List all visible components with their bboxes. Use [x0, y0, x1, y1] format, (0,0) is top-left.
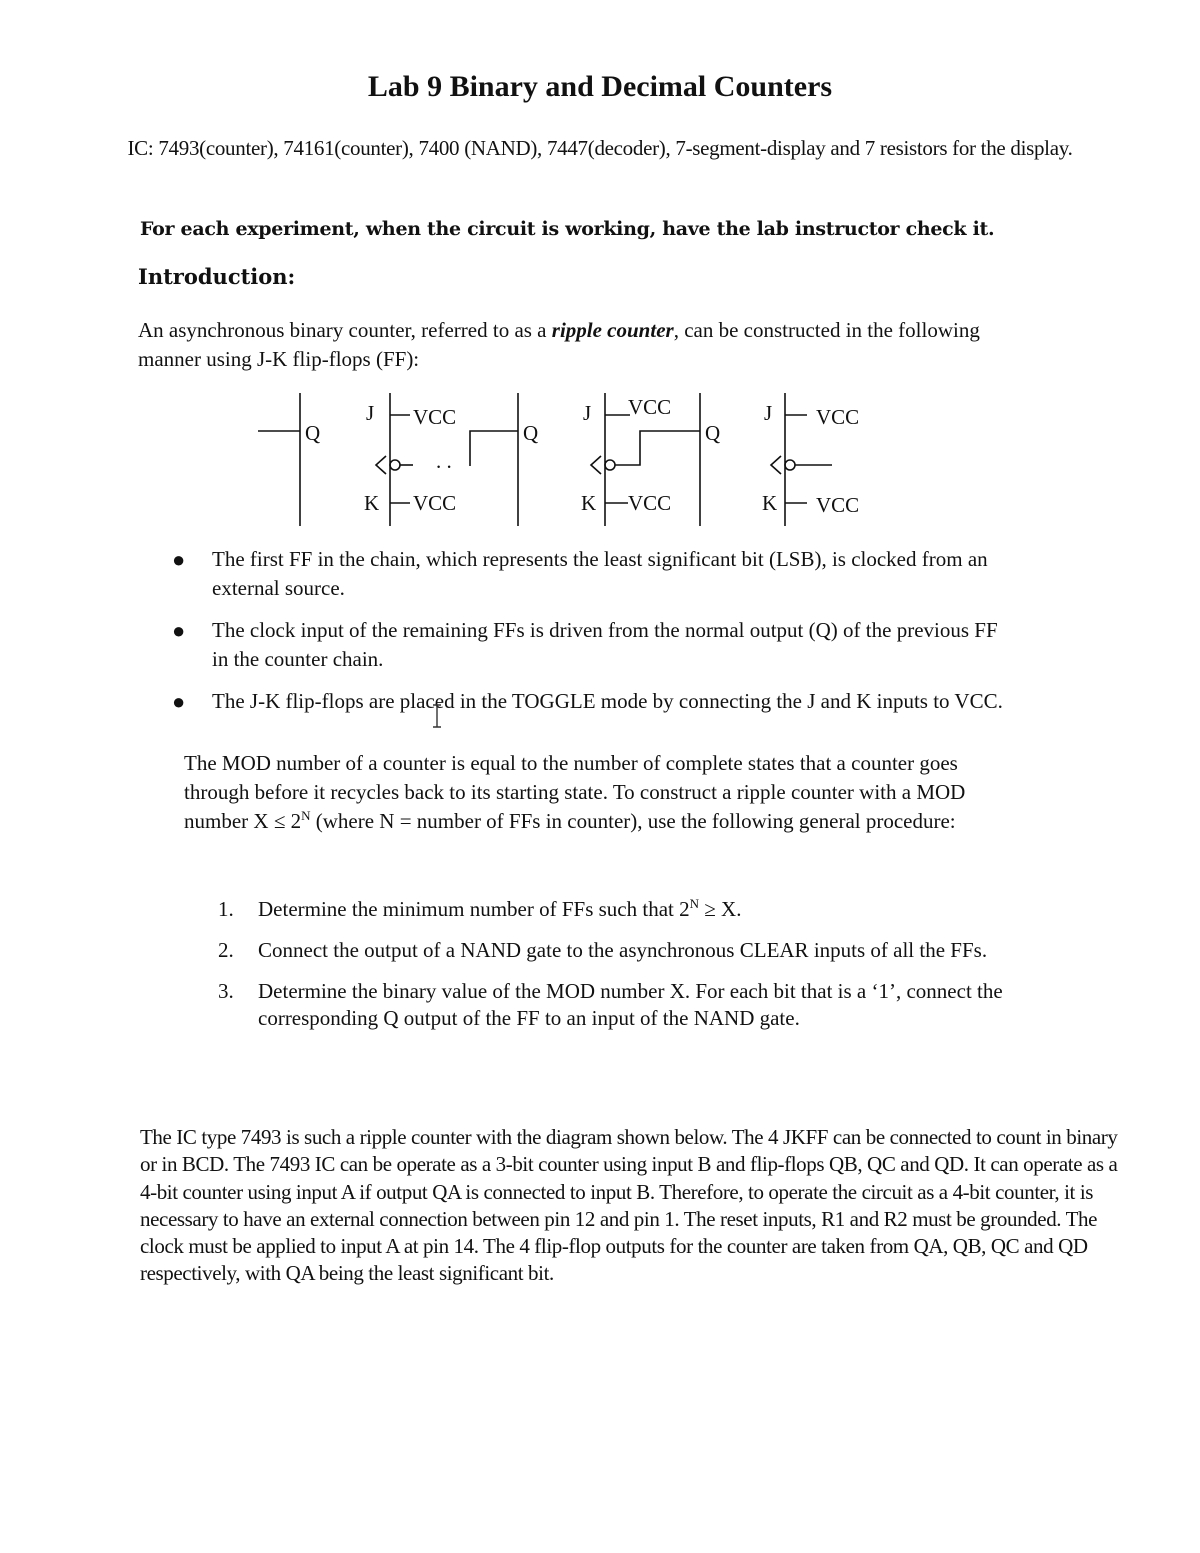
- ff1-j-vcc: VCC: [413, 405, 457, 429]
- bullet-list: [170, 545, 1010, 729]
- step-number: 1.: [218, 897, 234, 921]
- ff1-j-label: J: [366, 401, 375, 425]
- ic-7493-paragraph: The IC type 7493 is such a ripple counter with the diagram shown below. The 4 JKFF can be connected to count in binary or in BCD. The 7493 IC can be operate as a 3-bit counter using input B and flip-flops QB, QC and QD. It can operate as a 4-bit counter using input A if output QA is connected to input B. Therefore, to operate the circuit as a 4-bit counter, it is necessary to have an external connection between pin 12 and pin 1. The reset inputs, R1 and R2 must be grounded. The clock must be applied to input A at pin 14. The 4 flip-flop outputs for the counter are taken from QA, QB, QC and QD respectively, with QA being the least significant bit.: [140, 1125, 1118, 1286]
- ff3-k-vcc: VCC: [816, 493, 860, 517]
- bullet-dot-icon: ●: [172, 689, 186, 714]
- instruction-text: For each experiment, when the circuit is working, have the lab instructor check it.: [140, 218, 995, 240]
- bullet-text: The J-K flip-flops are placed in the TOGGLE mode by connecting the J and K inputs to VCC.: [212, 689, 1003, 713]
- ff2-j-vcc: VCC: [628, 395, 672, 419]
- ripple-counter-diagram: [250, 388, 900, 528]
- step-text: Connect the output of a NAND gate to the asynchronous CLEAR inputs of all the FFs.: [258, 938, 988, 962]
- ff1-k-vcc: VCC: [413, 491, 457, 515]
- ff2-q-label: Q: [523, 421, 539, 445]
- ff2-clock-arrow: [591, 456, 601, 474]
- ff1-dots: . .: [436, 449, 452, 473]
- page-title: Lab 9 Binary and Decimal Counters: [367, 70, 833, 103]
- step-superscript: N: [689, 896, 699, 911]
- step-text: Determine the minimum number of FFs such that 2: [258, 897, 690, 921]
- step-number: 3.: [218, 979, 234, 1003]
- step-text-after: ≥ X.: [699, 897, 742, 921]
- procedure-steps: [218, 896, 1008, 1046]
- ff1-to-ff2-wire: [470, 431, 518, 466]
- list-item: [218, 896, 1008, 923]
- list-item: [170, 545, 1010, 603]
- list-item: [170, 616, 1010, 674]
- ff2-clock-bubble: [605, 460, 615, 470]
- mod-number-paragraph: [184, 749, 1004, 836]
- intro-emphasis: ripple counter: [551, 318, 674, 342]
- text-cursor-icon: [431, 704, 443, 728]
- ff3-j-vcc: VCC: [816, 405, 860, 429]
- step-text: Determine the binary value of the MOD number X. For each bit that is a ‘1’, connect the corresponding Q output of the FF to an input of the NAND gate.: [258, 979, 1003, 1030]
- bullet-text: The clock input of the remaining FFs is driven from the normal output (Q) of the previous FF in the counter chain.: [212, 618, 998, 671]
- ff2-to-ff3-wire: [615, 431, 700, 465]
- ff2-k-vcc: VCC: [628, 491, 672, 515]
- ff3-clock-bubble: [785, 460, 795, 470]
- ff1-q-label: Q: [305, 421, 321, 445]
- list-item: [218, 978, 1008, 1032]
- mod-superscript: N: [301, 808, 311, 823]
- ff3-j-label: J: [764, 401, 773, 425]
- ff2-k-label: K: [581, 491, 597, 515]
- bullet-text: The first FF in the chain, which represents the least significant bit (LSB), is clocked from an external source.: [212, 547, 988, 600]
- ff3-k-label: K: [762, 491, 778, 515]
- ff1-clock-arrow: [376, 456, 386, 474]
- ff2-j-label: J: [583, 401, 592, 425]
- list-item: [218, 937, 1008, 964]
- ff3-clock-arrow: [771, 456, 781, 474]
- intro-text-after: , can be constructed in the following manner using J-K flip-flops (FF):: [138, 318, 980, 371]
- mod-text-part1: The MOD number of a counter is equal to the number of complete states that a counter goes through before it recycles back to its starting state. To construct a ripple counter with a MOD number X ≤ 2: [184, 751, 966, 833]
- bullet-dot-icon: ●: [172, 547, 186, 572]
- ff3-q-label: Q: [705, 421, 721, 445]
- bullet-dot-icon: ●: [172, 618, 186, 643]
- intro-text-before: An asynchronous binary counter, referred to as a: [138, 318, 552, 342]
- ff1-clock-bubble: [390, 460, 400, 470]
- ic-list: IC: 7493(counter), 74161(counter), 7400 (NAND), 7447(decoder), 7-segment-display and 7 resistors for the display.: [127, 136, 1073, 160]
- introduction-heading: Introduction:: [138, 264, 296, 289]
- introduction-paragraph: [138, 316, 1008, 374]
- list-item: [170, 687, 1010, 716]
- step-number: 2.: [218, 938, 234, 962]
- ff1-k-label: K: [364, 491, 380, 515]
- mod-text-part2: (where N = number of FFs in counter), use the following general procedure:: [310, 809, 956, 833]
